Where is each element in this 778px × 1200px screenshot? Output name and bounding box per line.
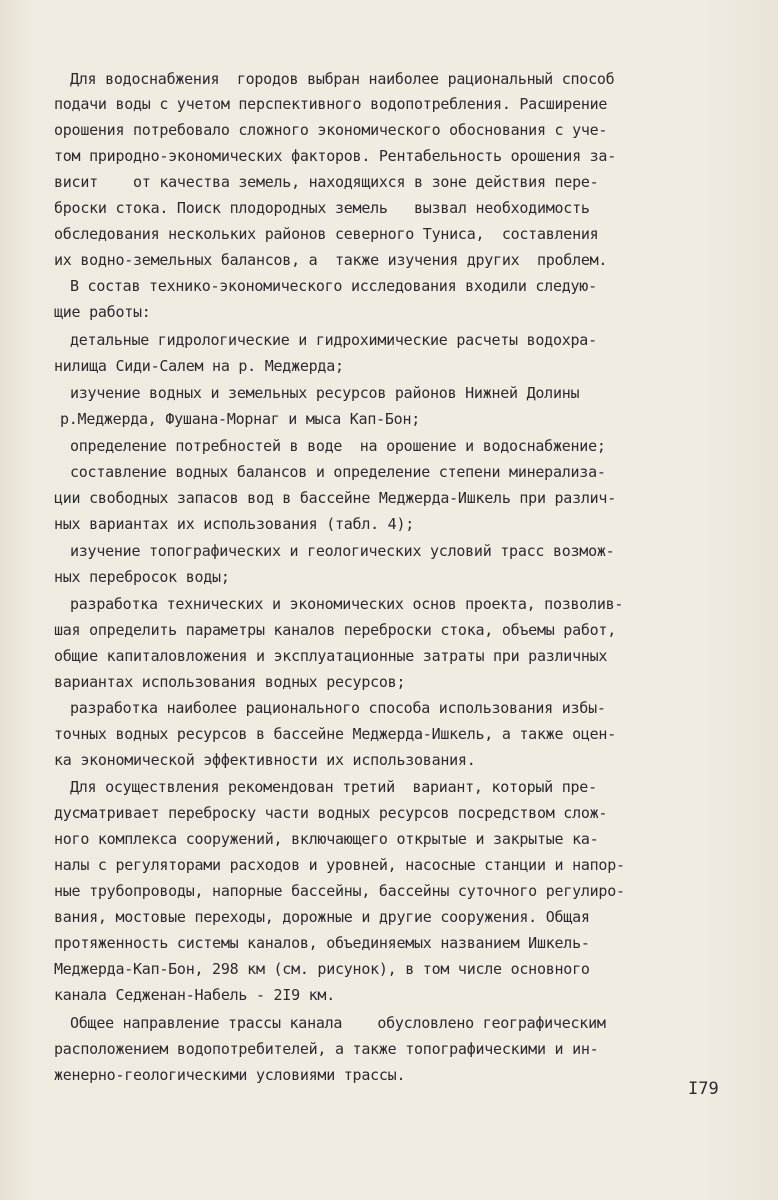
text-line: ции свободных запасов вод в бассейне Меджерда-Ишкель при различ-: [54, 489, 616, 507]
text-line: щие работы:: [54, 303, 151, 321]
text-line: дусматривает переброску части водных ресурсов посредством слож-: [54, 804, 608, 822]
text-line: расположением водопотребителей, а также топографическими и ин-: [54, 1040, 599, 1058]
text-line: изучение водных и земельных ресурсов районов Нижней Долины: [70, 384, 580, 402]
text-line: шая определить параметры каналов переброски стока, объемы работ,: [54, 621, 616, 639]
text-line: изучение топографических и геологических условий трасс возмож-: [70, 542, 615, 560]
text-line: орошения потребовало сложного экономического обоснования с уче-: [54, 121, 608, 139]
text-line: точных водных ресурсов в бассейне Меджерда-Ишкель, а также оцен-: [54, 725, 616, 743]
text-line: висит от качества земель, находящихся в зоне действия пере-: [54, 173, 599, 191]
text-line: разработка технических и экономических основ проекта, позволив-: [70, 595, 624, 613]
text-line: р.Меджерда, Фушана-Морнаг и мыса Кап-Бон;: [60, 410, 421, 428]
text-line: вариантах использования водных ресурсов;: [54, 673, 406, 691]
text-line: разработка наиболее рационального способа использования избы-: [70, 699, 606, 717]
page-number: I79: [688, 1079, 719, 1099]
text-line: ные трубопроводы, напорные бассейны, бассейны суточного регулиро-: [54, 882, 625, 900]
text-line: составление водных балансов и определение степени минерализа-: [70, 463, 606, 481]
text-line: их водно-земельных балансов, а также изучения других проблем.: [54, 251, 608, 269]
text-line: вания, мостовые переходы, дорожные и другие сооружения. Общая: [54, 908, 590, 926]
text-line: налы с регуляторами расходов и уровней, насосные станции и напор-: [54, 856, 625, 874]
text-line: Для осуществления рекомендован третий вариант, который пре-: [70, 778, 597, 796]
text-line: обследования нескольких районов северного Туниса, составления: [54, 225, 599, 243]
text-line: канала Седженан-Набель - 2I9 км.: [54, 986, 335, 1004]
text-line: Общее направление трассы канала обусловлено географическим: [70, 1014, 606, 1032]
text-line: ного комплекса сооружений, включающего открытые и закрытые ка-: [54, 830, 599, 848]
text-line: Для водоснабжения городов выбран наиболее рациональный способ: [70, 70, 615, 88]
text-line: ка экономической эффективности их использования.: [54, 751, 476, 769]
text-line: ных вариантах их использования (табл. 4);: [54, 515, 415, 533]
text-line: том природно-экономических факторов. Рентабельность орошения за-: [54, 147, 616, 165]
text-line: определение потребностей в воде на орошение и водоснабжение;: [70, 437, 606, 455]
text-line: протяженность системы каналов, объединяемых названием Ишкель-: [54, 934, 590, 952]
text-line: броски стока. Поиск плодородных земель вызвал необходимость: [54, 199, 590, 217]
text-line: ных перебросок воды;: [54, 568, 230, 586]
text-line: нилища Сиди-Салем на р. Меджерда;: [54, 357, 344, 375]
text-line: В состав технико-экономического исследования входили следую-: [70, 277, 597, 295]
text-line: Меджерда-Кап-Бон, 298 км (см. рисунок), в том числе основного: [54, 960, 590, 978]
text-line: общие капиталовложения и эксплуатационные затраты при различных: [54, 647, 608, 665]
text-line: детальные гидрологические и гидрохимические расчеты водохра-: [70, 331, 597, 349]
text-line: подачи воды с учетом перспективного водопотребления. Расширение: [54, 95, 608, 113]
text-line: женерно-геологическими условиями трассы.: [54, 1066, 406, 1084]
